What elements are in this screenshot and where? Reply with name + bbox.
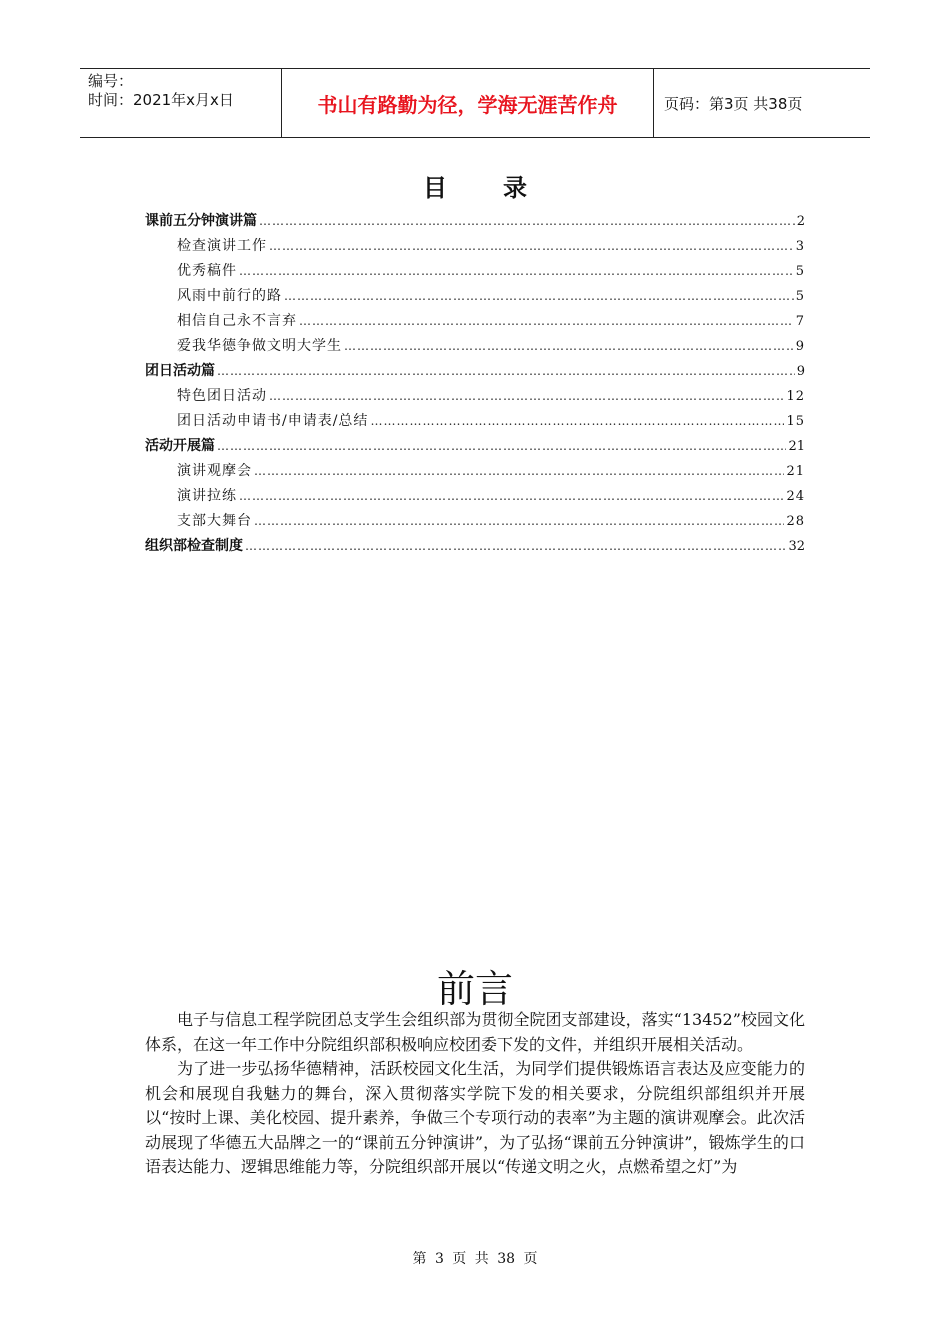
toc-leader-dots [284, 289, 794, 303]
toc-entry-page: 32 [788, 539, 805, 554]
toc-entry-page: 9 [795, 339, 805, 354]
toc-entry-title: 课前五分钟演讲篇 [145, 213, 257, 229]
toc-entry-title: 相信自己永不言弃 [177, 313, 297, 329]
toc-leader-dots [269, 389, 784, 403]
toc-entry[interactable] [145, 360, 805, 385]
toc-entry-title: 组织部检查制度 [145, 538, 243, 554]
toc-entry-title: 优秀稿件 [177, 263, 237, 279]
toc-entry-page: 5 [795, 264, 805, 279]
toc-title: 目录 [423, 174, 583, 202]
header-page-info: 页码：第3页 共38页 [664, 94, 803, 113]
toc-leader-dots [217, 364, 795, 378]
toc-entry[interactable] [145, 285, 805, 310]
toc-entry[interactable] [145, 535, 805, 560]
toc-entry-page: 24 [786, 489, 805, 504]
toc-leader-dots [254, 464, 784, 478]
toc-leader-dots [245, 539, 786, 553]
preface-paragraph: 电子与信息工程学院团总支学生会组织部为贯彻全院团支部建设，落实“13452”校园文化体系，在这一年工作中分院组织部积极响应校团委下发的文件，并组织开展相关活动。 [145, 1010, 805, 1054]
toc-entry-page: 21 [786, 464, 805, 479]
toc-entry-title: 爱我华德争做文明大学生 [177, 338, 342, 354]
toc-leader-dots [370, 414, 784, 428]
toc-entry[interactable] [145, 335, 805, 360]
toc-entry-page: 28 [786, 514, 805, 529]
toc-entry[interactable] [145, 310, 805, 335]
toc-entry-page: 15 [786, 414, 805, 429]
toc-entry[interactable] [145, 460, 805, 485]
toc-leader-dots [239, 489, 784, 503]
toc-entry-title: 检查演讲工作 [177, 238, 267, 254]
toc-leader-dots [259, 214, 795, 228]
toc-leader-dots [239, 264, 794, 278]
toc-entry[interactable] [145, 410, 805, 435]
toc-entry-title: 特色团日活动 [177, 388, 267, 404]
preface-body [145, 1008, 805, 1180]
toc-leader-dots [299, 314, 794, 328]
toc-leader-dots [344, 339, 794, 353]
document-header [80, 68, 870, 138]
toc-entry-page: 9 [796, 364, 805, 379]
toc-entry[interactable] [145, 510, 805, 535]
page-footer: 第 3 页 共 38 页 [412, 1251, 538, 1267]
toc-leader-dots [217, 439, 786, 453]
toc-entry-page: 3 [795, 239, 805, 254]
header-meta [80, 69, 282, 137]
time-label: 时间：2021年x月x日 [88, 91, 234, 109]
toc-entry[interactable] [145, 260, 805, 285]
toc-entry-title: 风雨中前行的路 [177, 288, 282, 304]
toc-entry[interactable] [145, 485, 805, 510]
toc-entry[interactable] [145, 210, 805, 235]
toc-entry-page: 12 [786, 389, 805, 404]
toc-entry-page: 2 [796, 214, 805, 229]
toc-entry-page: 5 [795, 289, 805, 304]
preface-title: 前言 [436, 967, 513, 1011]
toc-leader-dots [254, 514, 784, 528]
number-label: 编号： [88, 72, 134, 90]
toc-entry-title: 活动开展篇 [145, 438, 215, 454]
toc-entry-title: 演讲拉练 [177, 488, 237, 504]
table-of-contents [145, 210, 805, 560]
toc-entry[interactable] [145, 235, 805, 260]
toc-entry-title: 团日活动申请书/申请表/总结 [177, 413, 369, 429]
toc-entry-page: 7 [795, 314, 805, 329]
header-motto: 书山有路勤为径，学海无涯苦作舟 [282, 69, 654, 137]
toc-leader-dots [269, 239, 794, 253]
toc-entry-title: 支部大舞台 [177, 513, 252, 529]
preface-paragraph: 为了进一步弘扬华德精神，活跃校园文化生活，为同学们提供锻炼语言表达及应变能力的机会和展现自我魅力的舞台，深入贯彻落实学院下发的相关要求，分院组织部组织并开展以“按时上课、美化校园、提升素养，争做三个专项行动的表率”为主题的演讲观摩会。此次活动展现了华德五大品牌之一的“课前五分钟演讲”，为了弘扬“课前五分钟演讲”，锻炼学生的口语表达能力、逻辑思维能力等，分院组织部开展以“传递文明之火，点燃希望之灯”为 [145, 1059, 805, 1176]
toc-entry-page: 21 [788, 439, 805, 454]
toc-entry-title: 演讲观摩会 [177, 463, 252, 479]
toc-entry[interactable] [145, 435, 805, 460]
toc-entry[interactable] [145, 385, 805, 410]
toc-entry-title: 团日活动篇 [145, 363, 215, 379]
